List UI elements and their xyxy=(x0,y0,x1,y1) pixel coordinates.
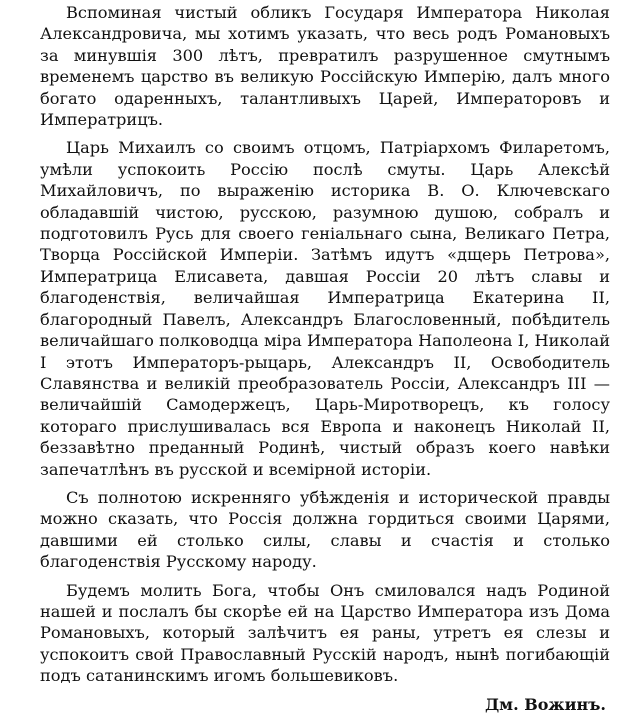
paragraph-3: Съ полнотою искренняго убѣжденія и исторической правды можно сказать, что Россія должна гордиться своими Царями, давшими ей столько силы, славы и счастія и столько благоденствія Русскому народу. xyxy=(40,487,610,572)
paragraph-2: Царь Михаилъ со своимъ отцомъ, Патріархомъ Филаретомъ, умѣли успокоить Россію послѣ смуты. Царь Алексѣй Михайловичъ, по выраженію историка В. О. Ключевскаго обладавшій чистою, русскою, разумною душою, собралъ и подготовилъ Русь для своего геніальнаго сына, Великаго Петра, Творца Россійской Имперіи. Затѣмъ идутъ «дщерь Петрова», Императрица Елисавета, давшая Россіи 20 лѣтъ славы и благоденствія, величайшая Императрица Екатерина II, благородный Павелъ, Александръ Благословенный, побѣдитель величайшаго полководца міра Императора Наполеона I, Николай I этотъ Императоръ-рыцарь, Александръ II, Освободитель Славянства и великій преобразователь Россіи, Александръ III — величайшій Самодержецъ, Царь-Миротворецъ, къ голосу котораго прислушивалась вся Европа и наконецъ Николай II, беззавѣтно преданный Родинѣ, чистый образъ коего навѣки запечатлѣнъ въ русской и всемірной исторіи. xyxy=(40,138,610,479)
document-page xyxy=(40,0,610,714)
author-signature: Дм. Вожинъ. xyxy=(484,694,606,714)
paragraph-4: Будемъ молить Бога, чтобы Онъ смиловался надъ Родиной нашей и послалъ бы скорѣе ей на Царство Императора изъ Дома Романовыхъ, который залѣчитъ ея раны, утретъ ея слезы и успокоитъ свой Православный Русскій народъ, нынѣ погибающій подъ сатанинскимъ игомъ большевиковъ. xyxy=(40,580,610,686)
paragraph-1: Вспоминая чистый обликъ Государя Императора Николая Александровича, мы хотимъ указать, что весь родъ Романовыхъ за минувшія 300 лѣтъ, превратилъ разрушенное смутнымъ временемъ царство въ великую Россійскую Имперію, далъ много богато одаренныхъ, талантливыхъ Царей, Императоровъ и Императрицъ. xyxy=(40,3,610,130)
